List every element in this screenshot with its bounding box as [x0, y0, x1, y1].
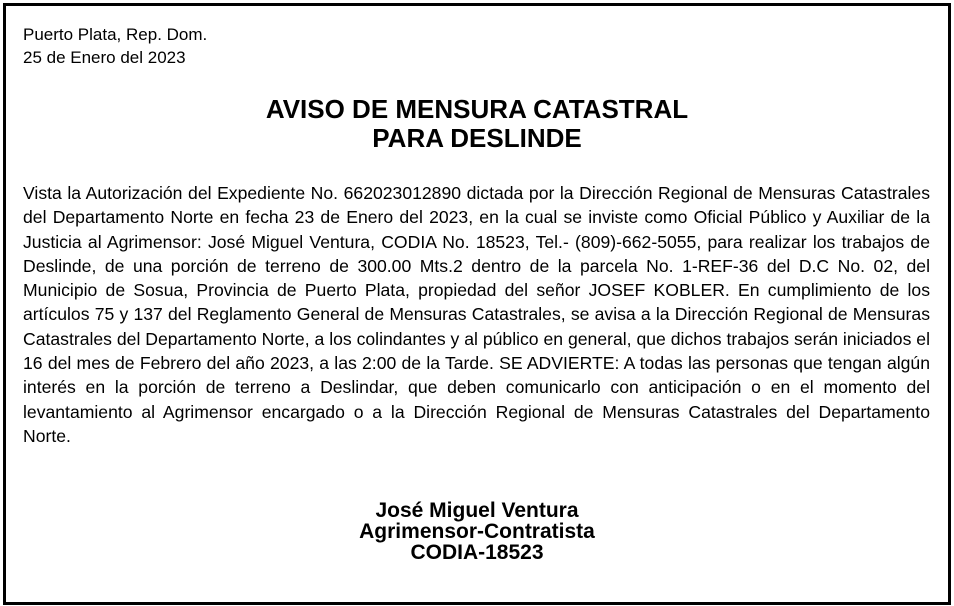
signer-role: Agrimensor-Contratista	[359, 520, 595, 543]
title-line-1: AVISO DE MENSURA CATASTRAL	[265, 94, 689, 124]
date-line: 25 de Enero del 2023	[23, 48, 186, 67]
notice-title	[6, 95, 948, 153]
signer-name: José Miguel Ventura	[375, 499, 579, 522]
title-line-2: PARA DESLINDE	[372, 123, 582, 153]
place-date	[23, 23, 207, 69]
signature-block	[6, 500, 948, 563]
location-line: Puerto Plata, Rep. Dom.	[23, 25, 208, 44]
notice-frame	[3, 3, 951, 605]
notice-body: Vista la Autorización del Expediente No. 662023012890 dictada por la Dirección Regional de Mensuras Catastrales del Departamento Norte en fecha 23 de Enero del 2023, en la cual se inviste como Oficial Público y Auxiliar de la Justicia al Agrimensor: José Miguel Ventura, CODIA No. 18523, Tel.- (809)-662-5055, para realizar los trabajos de Deslinde, de una porción de terreno de 300.00 Mts.2 dentro de la parcela No. 1-REF-36 del D.C No. 02, del Municipio de Sosua, Provincia de Puerto Plata, propiedad del señor JOSEF KOBLER. En cumplimiento de los artículos 75 y 137 del Reglamento General de Mensuras Catastrales, se avisa a la Dirección Regional de Mensuras Catastrales del Departamento Norte, a los colindantes y al público en general, que dichos trabajos serán iniciados el 16 del mes de Febrero del año 2023, a las 2:00 de la Tarde. SE ADVIERTE: A todas las personas que tengan algún interés en la porción de terreno a Deslindar, que deben comunicarlo con anticipación o en el momento del levantamiento al Agrimensor encargado o a la Dirección Regional de Mensuras Catastrales del Departamento Norte.	[23, 183, 930, 446]
signer-codia: CODIA-18523	[410, 541, 544, 564]
